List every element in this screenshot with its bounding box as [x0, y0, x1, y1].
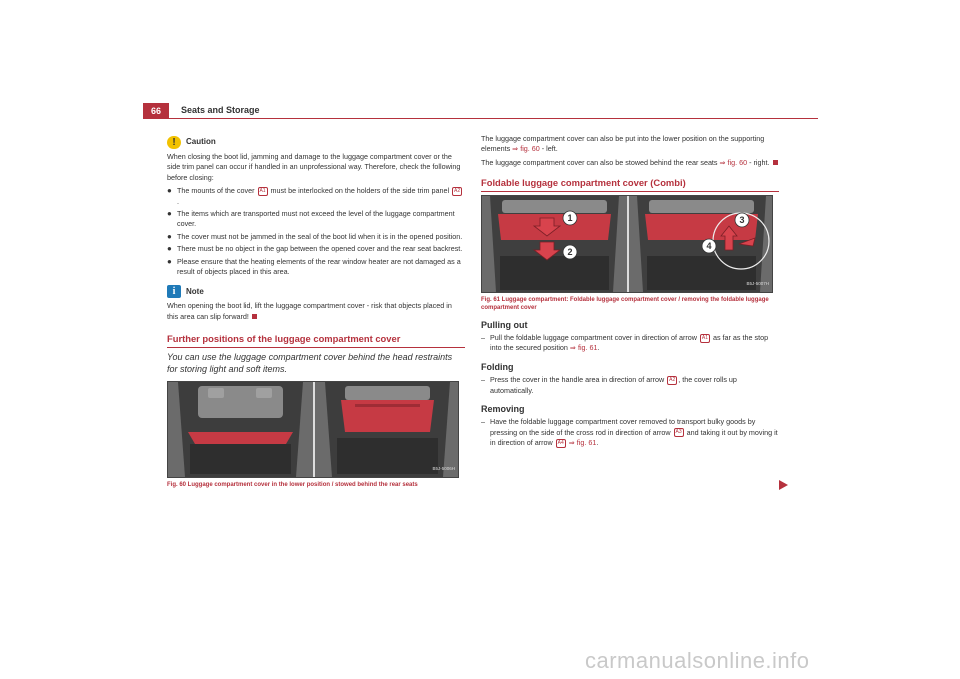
caution-callout [167, 136, 465, 149]
folding-pre: Press the cover in the handle area in direction of arrow [490, 375, 667, 385]
arrow-a2-badge: A2 [669, 376, 676, 383]
caution-bullet [167, 209, 465, 230]
figure-60-code: B5J-5006H [432, 466, 455, 472]
fig61-label-3: 3 [739, 214, 745, 225]
caution-bullet-text [177, 186, 465, 207]
fig61-link-pull[interactable]: ⇒ fig. 61 [569, 343, 598, 353]
foldable-heading: Foldable luggage compartment cover (Combi) [481, 178, 779, 191]
step-dash: – [481, 375, 485, 385]
removing-mid: and taking it out by moving it in direction of arrow [490, 427, 778, 448]
caution-bullet [167, 186, 465, 207]
fig61-label-1: 1 [567, 212, 573, 223]
caution-title: Caution [186, 137, 216, 147]
removing-text [490, 417, 779, 448]
arrow-a1-badge: A1 [701, 334, 709, 341]
removing-step [481, 417, 779, 448]
caution-bullet [167, 244, 465, 254]
figure-60-caption: Fig. 60 Luggage compartment cover in the lower position / stowed behind the rear seats [167, 481, 418, 488]
caution-list [167, 186, 465, 277]
p1-suffix: - left. [539, 144, 558, 154]
right-column [481, 134, 779, 451]
pulling-out-step [481, 333, 779, 354]
watermark: carmanualsonline.info [585, 648, 810, 673]
boot-lower-position-image [168, 382, 313, 477]
pulling-post: . [597, 343, 600, 353]
left-column [167, 134, 465, 495]
fig61-label-2: 2 [567, 246, 573, 257]
figure-61-code: B5J-5007H [746, 281, 769, 287]
further-intro: You can use the luggage compartment cover behind the head restraints for storing light and soft items. [167, 351, 453, 374]
bullet-icon: ● [167, 256, 172, 266]
figure-60-image [167, 381, 459, 478]
bullet-icon: ● [167, 209, 172, 219]
foldable-cover-remove-image [627, 196, 773, 292]
pulling-out-text [490, 333, 779, 354]
arrow-a3-badge: A3 [675, 429, 682, 436]
figure-61-image [481, 195, 773, 293]
figure-61-caption: Fig. 61 Luggage compartment: Foldable luggage compartment cover / removing the foldable luggage compartment cover [481, 296, 769, 311]
section-title: Seats and Storage [181, 105, 260, 115]
bullet-text-mid: must be interlocked on the holders of the side trim panel [268, 186, 452, 196]
folding-post: , the cover rolls up automatically. [490, 375, 737, 395]
lower-position-text [481, 134, 779, 155]
arrow-a4-badge: A4 [557, 439, 564, 446]
caution-bullet-text [177, 257, 465, 278]
note-title: Note [186, 286, 204, 296]
folding-step [481, 375, 779, 396]
caution-bullet [167, 257, 465, 278]
bullet-icon: ● [167, 231, 172, 241]
caution-bullet-text [177, 244, 462, 254]
further-heading: Further positions of the luggage compartment cover [167, 334, 465, 347]
stowed-position-text [481, 158, 779, 168]
pulling-mid: as far as the stop into the secured position [490, 333, 769, 353]
page-header [143, 103, 818, 119]
p2-suffix: - right. [747, 157, 770, 167]
folding-heading: Folding [481, 361, 514, 372]
note-callout [167, 285, 465, 298]
bullet-text-pre: The mounts of the cover [177, 186, 257, 196]
removing-post: . [596, 438, 599, 448]
arrow-badge: A2 [454, 187, 461, 194]
step-dash: – [481, 417, 485, 427]
bullet-icon: ● [167, 186, 172, 196]
end-mark-icon [252, 314, 257, 319]
note-body: When opening the boot lid, lift the luggage compartment cover - risk that objects placed in this area can slip forward! [167, 301, 452, 321]
bullet-text-pre: The items which are transported must not exceed the level of the luggage compartment cover. [177, 209, 455, 229]
p1-text: The luggage compartment cover can also be put into the lower position on the supporting elements [481, 134, 765, 154]
pulling-pre: Pull the foldable luggage compartment cover in direction of arrow [490, 333, 699, 343]
bullet-icon: ● [167, 244, 172, 254]
page-number: 66 [143, 103, 169, 119]
bullet-text-pre: There must be no object in the gap between the opened cover and the rear seat backrest. [177, 244, 463, 254]
bullet-text-pre: Please ensure that the heating elements of the rear window heater are not damaged as a result of objects placed in this area. [177, 256, 461, 277]
caution-icon: ! [167, 136, 181, 149]
caution-bullet-text [177, 232, 462, 242]
header-rule [169, 118, 818, 119]
bullet-text-post: . [177, 196, 179, 206]
caution-bullet [167, 232, 465, 242]
note-icon: i [167, 285, 181, 298]
caution-bullet-text [177, 209, 465, 230]
pulling-out-heading: Pulling out [481, 319, 528, 330]
p2-text: The luggage compartment cover can also be stowed behind the rear seats [481, 157, 720, 167]
step-dash: – [481, 333, 485, 343]
end-mark-icon [773, 160, 778, 165]
folding-text [490, 375, 779, 396]
fig60-link-left[interactable]: ⇒ fig. 60 [512, 144, 540, 154]
removing-pre: Have the foldable luggage compartment cover removed to transport bulky goods by pressing on the side of the cross rod in direction of arrow [490, 417, 756, 437]
removing-heading: Removing [481, 404, 525, 415]
fig61-link-remove[interactable]: ⇒ fig. 61 [568, 438, 597, 448]
continue-arrow-icon[interactable] [779, 480, 788, 490]
fig60-link-right[interactable]: ⇒ fig. 60 [719, 157, 748, 167]
arrow-badge: A1 [259, 187, 266, 194]
boot-stowed-position-image [313, 382, 459, 477]
bullet-text-pre: The cover must not be jammed in the seal of the boot lid when it is in the opened position. [177, 231, 463, 241]
fig61-label-4: 4 [706, 240, 712, 251]
note-text [167, 301, 465, 322]
caution-intro: When closing the boot lid, jamming and damage to the luggage compartment cover or the side trim panel can occur if handled in an unprofessional way. Therefore, check the following before closing: [167, 152, 461, 182]
foldable-cover-pull-image [482, 196, 627, 292]
